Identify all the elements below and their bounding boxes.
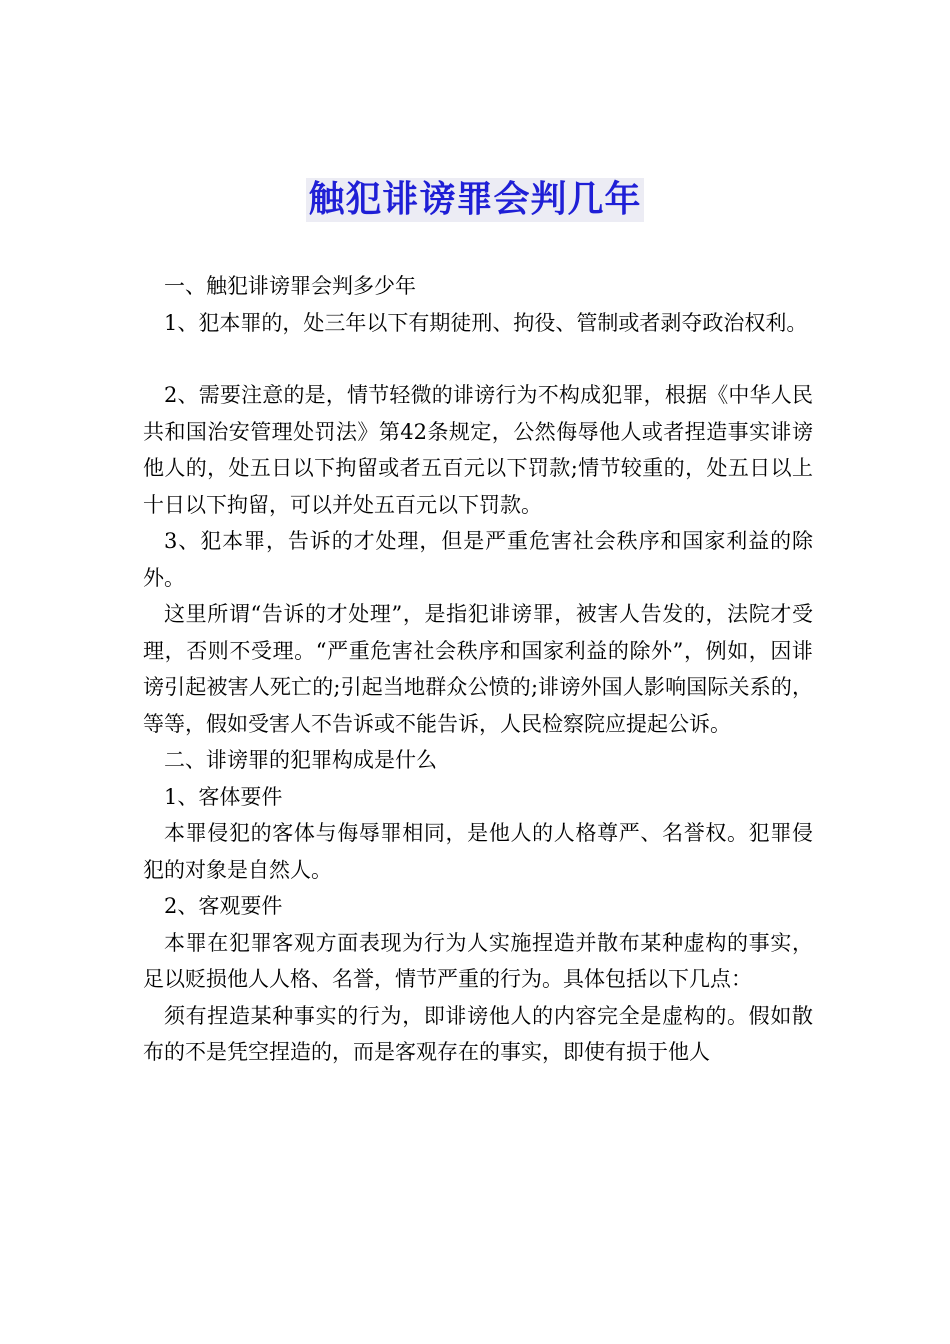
heading-section-1: 一、触犯诽谤罪会判多少年 bbox=[164, 274, 416, 298]
document-body bbox=[143, 268, 813, 1071]
paragraph-5: 本罪侵犯的客体与侮辱罪相同，是他人的人格尊严、名誉权。犯罪侵犯的对象是自然人。 bbox=[143, 821, 813, 882]
subheading-object: 1、客体要件 bbox=[164, 784, 283, 809]
subheading-objective: 2、客观要件 bbox=[164, 894, 283, 918]
paragraph-7: 须有捏造某种事实的行为，即诽谤他人的内容完全是虚构的。假如散布的不是凭空捏造的，而是客观存在的事实，即使有损于他人 bbox=[143, 1003, 813, 1064]
blank-line bbox=[143, 341, 813, 377]
paragraph-2: 2、需要注意的是，情节轻微的诽谤行为不构成犯罪，根据《中华人民共和国治安管理处罚法》第42条规定，公然侮辱他人或者捏造事实诽谤他人的，处五日以下拘留或者五百元以下罚款;情节较重的，处五日以上十日以下拘留，可以并处五百元以下罚款。 bbox=[143, 383, 813, 517]
paragraph-3: 3、犯本罪，告诉的才处理，但是严重危害社会秩序和国家利益的除外。 bbox=[143, 529, 813, 590]
document-title: 触犯诽谤罪会判几年 bbox=[308, 179, 642, 220]
paragraph-1: 1、犯本罪的，处三年以下有期徒刑、拘役、管制或者剥夺政治权利。 bbox=[164, 310, 808, 335]
paragraph-6: 本罪在犯罪客观方面表现为行为人实施捏造并散布某种虚构的事实，足以贬损他人人格、名誉，情节严重的行为。具体包括以下几点： bbox=[143, 930, 813, 991]
title-container bbox=[0, 178, 950, 222]
heading-section-2: 二、诽谤罪的犯罪构成是什么 bbox=[164, 748, 437, 772]
paragraph-4: 这里所谓“告诉的才处理”，是指犯诽谤罪，被害人告发的，法院才受理，否则不受理。“严重危害社会秩序和国家利益的除外”，例如，因诽谤引起被害人死亡的;引起当地群众公愤的;诽谤外国人影响国际关系的，等等，假如受害人不告诉或不能告诉，人民检察院应提起公诉。 bbox=[143, 602, 813, 736]
